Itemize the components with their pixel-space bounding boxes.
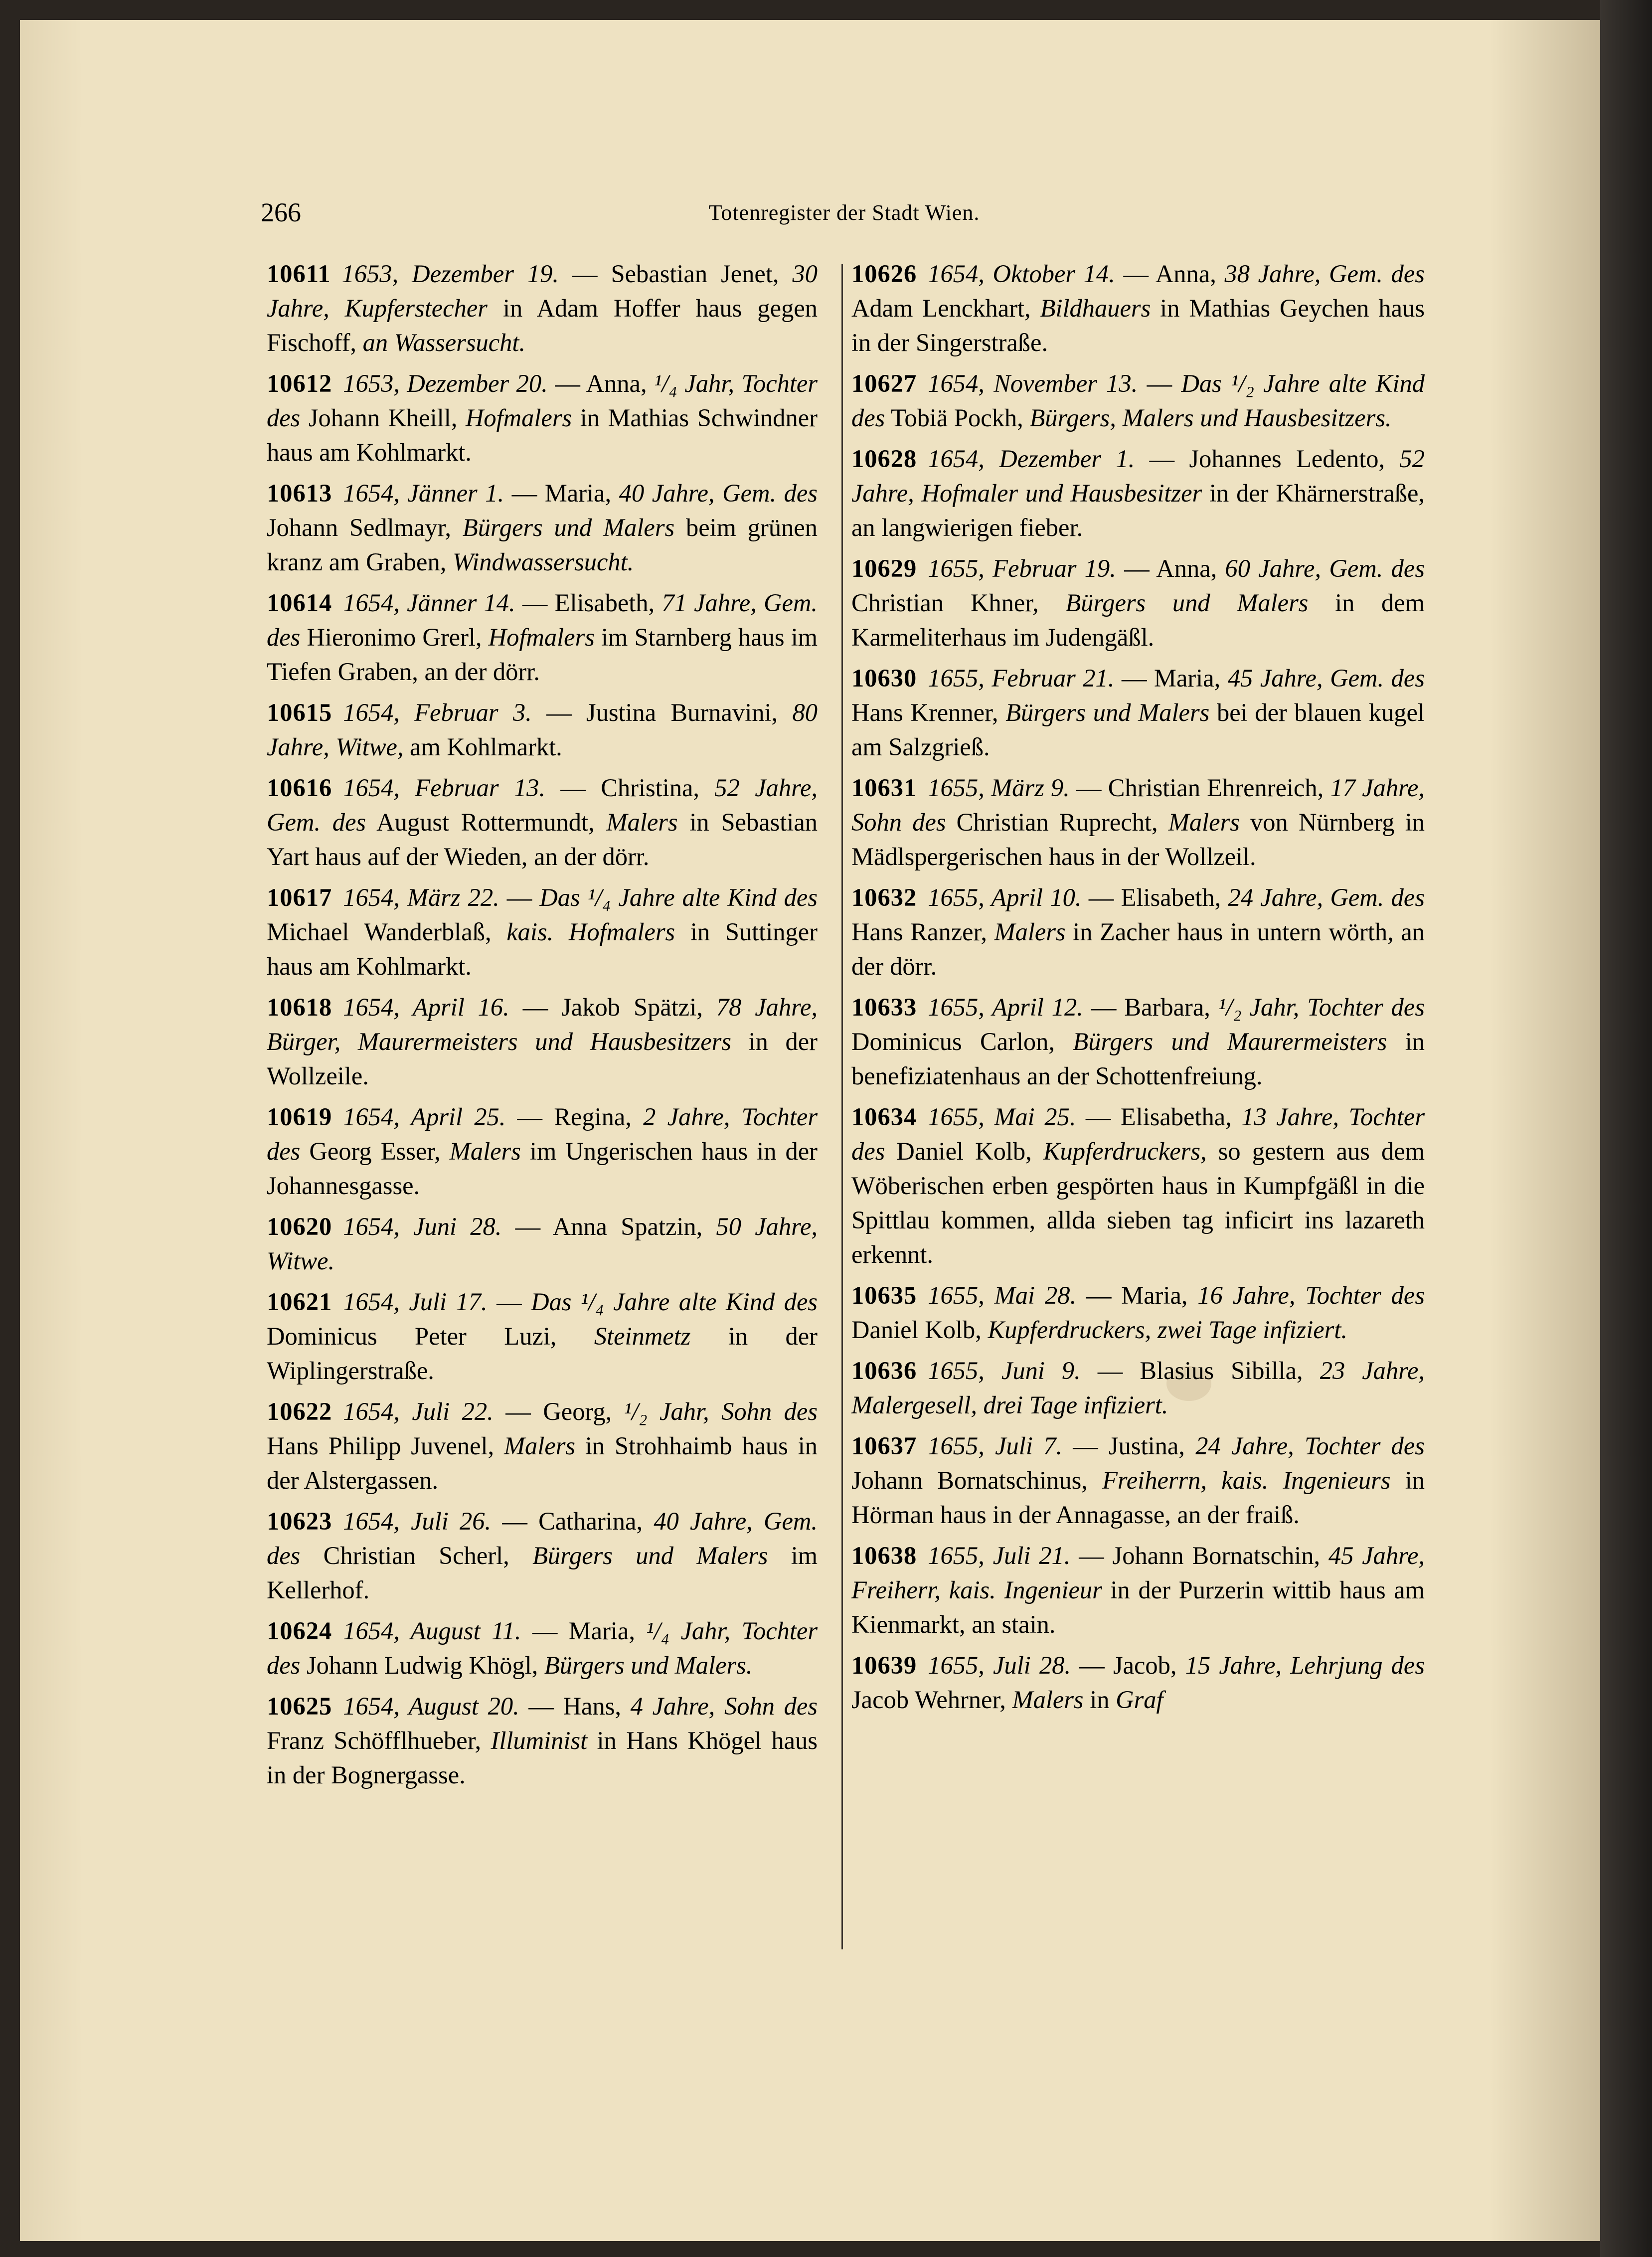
page-number: 266 <box>261 197 301 227</box>
entry-text: in Mathias Schwindner haus am Kohlmarkt. <box>267 404 818 466</box>
entry-text: — Christina, <box>545 774 715 802</box>
entry-text-italic: 1654, Dezember 1. <box>928 445 1135 473</box>
entry-number: 10611 <box>267 260 331 288</box>
entry-text-italic: 1655, März 9. <box>928 774 1070 802</box>
entry-text: — Elisabetha, <box>1076 1103 1242 1131</box>
register-entry <box>851 1648 1425 1717</box>
register-entry <box>267 1614 818 1683</box>
entry-text-italic: Malers <box>606 808 678 836</box>
entry-text-italic: an Wassersucht. <box>362 329 526 356</box>
entry-text-italic: ¹/₄ Jahr, Tochter des <box>267 1617 818 1679</box>
entry-text: — Anna, <box>1115 260 1225 288</box>
entry-text: Dominicus Peter Luzi, <box>267 1322 594 1350</box>
entry-text: im Kellerhof. <box>267 1542 818 1604</box>
entry-text-italic: 50 Jahre, Witwe. <box>267 1213 818 1275</box>
running-title: Totenregister der Stadt Wien. <box>708 200 980 225</box>
entry-text-italic: kais. Hofmalers <box>506 918 675 946</box>
entry-text: August Rottermundt, <box>366 808 607 836</box>
entry-number: 10614 <box>267 589 332 617</box>
entry-text: in <box>1083 1686 1116 1714</box>
register-entry <box>851 880 1425 984</box>
entry-text: in Sebastian Yart haus auf der Wieden, an der dörr. <box>267 808 818 870</box>
entry-text-italic: 1655, Februar 19. <box>928 554 1116 582</box>
entry-number: 10629 <box>851 554 917 582</box>
entry-text-italic: Bildhauers <box>1040 294 1151 322</box>
entry-text-italic: Malers <box>503 1432 576 1460</box>
entry-text: — <box>1138 369 1181 397</box>
entry-number: 10620 <box>267 1213 332 1240</box>
entry-text-italic: 1654, März 22. <box>343 883 499 911</box>
entry-text-italic: Bürgers und Malers <box>1065 589 1309 617</box>
register-entry <box>851 257 1425 360</box>
entry-text-italic: 1654, Juli 26. <box>343 1507 492 1535</box>
entry-text-italic: Steinmetz <box>594 1322 691 1350</box>
entry-text-italic: Bürgers und Maurermeisters <box>1073 1028 1387 1055</box>
entry-text-italic: 2 Jahre, Tochter des <box>267 1103 818 1165</box>
entry-text-italic: 1654, Juli 17. <box>343 1288 488 1316</box>
entry-number: 10619 <box>267 1103 332 1131</box>
register-entry <box>267 1285 818 1388</box>
entry-text-italic: Malers <box>994 918 1066 946</box>
entry-text: — Regina, <box>505 1103 644 1131</box>
entry-text-italic: 1654, April 16. <box>343 993 509 1021</box>
entry-text-italic: Kupferdruckers, zwei Tage infiziert. <box>988 1316 1347 1344</box>
entry-text: — Johannes Ledento, <box>1135 445 1400 473</box>
entry-text-italic: 38 Jahre, Gem. des <box>1224 260 1425 288</box>
entry-text: in der Wiplingerstraße. <box>267 1322 818 1385</box>
register-entry <box>267 695 818 764</box>
entry-text: in der Purzerin wittib haus am Kienmarkt, an stain. <box>851 1576 1425 1638</box>
register-entry <box>267 880 818 984</box>
entry-text: Daniel Kolb, <box>885 1137 1043 1165</box>
entry-text-italic: Malers <box>449 1137 521 1165</box>
register-entry <box>267 366 818 470</box>
entry-text: — Christian Ehrenreich, <box>1069 774 1330 802</box>
entry-text: im Starnberg haus im Tiefen Graben, an der dörr. <box>267 623 818 686</box>
entry-text: — Justina Burnavini, <box>531 698 793 726</box>
entry-text: Georg Esser, <box>300 1137 450 1165</box>
entry-text-italic: 1654, Juli 22. <box>343 1397 494 1425</box>
register-entry <box>267 1210 818 1278</box>
entry-text-italic: Das ¹/₄ Jahre alte Kind des <box>531 1288 818 1316</box>
register-entry <box>851 1100 1425 1272</box>
entry-number: 10627 <box>851 369 917 397</box>
entry-text: — Maria, <box>521 1617 647 1645</box>
entry-text: in Hans Khögel haus in der Bognergasse. <box>267 1727 818 1789</box>
entry-text: — Anna Spatzin, <box>501 1213 716 1240</box>
entry-text-italic: Windwassersucht. <box>452 548 634 576</box>
register-entry <box>267 476 818 579</box>
entry-text-italic: ¹/₂ Jahr, Sohn des <box>624 1397 818 1425</box>
register-entry <box>267 771 818 874</box>
register-entry <box>851 551 1425 655</box>
column-divider <box>841 264 843 1949</box>
entry-number: 10628 <box>851 445 917 473</box>
entry-text: in Strohhaimb haus in der Alstergassen. <box>267 1432 818 1494</box>
entry-text-italic: 24 Jahre, Gem. des <box>1228 883 1425 911</box>
entry-text: in Suttinger haus am Kohlmarkt. <box>267 918 818 980</box>
entry-text: Johann Ludwig Khögl, <box>300 1651 544 1679</box>
entry-text-italic: 1655, Juli 21. <box>928 1542 1071 1569</box>
entry-text-italic: 1653, Dezember 19. <box>341 260 559 288</box>
entry-text: — Maria, <box>504 479 619 507</box>
register-entry <box>851 1278 1425 1347</box>
entry-text: Johann Kheill, <box>300 404 466 432</box>
entry-text-italic: Freiherrn, kais. Ingenieurs <box>1102 1466 1391 1494</box>
entry-number: 10633 <box>851 993 917 1021</box>
entry-text: — Maria, <box>1076 1281 1198 1309</box>
entry-number: 10612 <box>267 369 332 397</box>
left-column <box>267 257 818 1799</box>
entry-text-italic: 1654, Oktober 14. <box>928 260 1115 288</box>
entry-text: beim grünen kranz am Graben, <box>267 514 818 576</box>
entry-text: — Elisabeth, <box>1081 883 1228 911</box>
entry-text: — Hans, <box>519 1692 631 1720</box>
entry-text-italic: 1654, Juni 28. <box>343 1213 502 1240</box>
entry-text-italic: 52 Jahre, Hofmaler und Hausbesitzer <box>851 445 1425 507</box>
entry-text: in Mathias Geychen haus in der Singerstraße. <box>851 294 1425 356</box>
entry-text: — Elisabeth, <box>515 589 662 617</box>
entry-text: — <box>499 883 540 911</box>
entry-text: Hans Krenner, <box>851 698 1006 726</box>
entry-text-italic: 13 Jahre, Tochter des <box>851 1103 1425 1165</box>
entry-text-italic: 15 Jahre, Lehrjung des <box>1185 1651 1425 1679</box>
entry-text-italic: 1655, April 12. <box>928 993 1083 1021</box>
entry-number: 10624 <box>267 1617 332 1645</box>
entry-text-italic: Bürgers und Malers <box>462 514 675 541</box>
entry-text-italic: ¹/₂ Jahr, Tochter des <box>1218 993 1425 1021</box>
entry-text-italic: 40 Jahre, Gem. des <box>619 479 818 507</box>
entry-text-italic: 1653, Dezember 20. <box>343 369 548 397</box>
entry-text: Michael Wanderblaß, <box>267 918 507 946</box>
register-entry <box>267 1689 818 1792</box>
entry-text: in der Khärnerstraße, an langwierigen fieber. <box>851 479 1425 541</box>
entry-text: — Johann Bornatschin, <box>1070 1542 1328 1569</box>
entry-text-italic: 1655, April 10. <box>928 883 1082 911</box>
entry-text: — <box>487 1288 531 1316</box>
entry-text-italic: 1654, Jänner 14. <box>343 589 515 617</box>
entry-text-italic: 1654, August 11. <box>343 1617 521 1645</box>
entry-text: Daniel Kolb, <box>851 1316 988 1344</box>
entry-text-italic: Bürgers, Malers und Hausbesitzers. <box>1029 404 1392 432</box>
entry-text-italic: 1655, Februar 21. <box>928 664 1115 692</box>
entry-number: 10631 <box>851 774 917 802</box>
entry-number: 10622 <box>267 1397 332 1425</box>
entry-text: — Catharina, <box>491 1507 654 1535</box>
entry-text-italic: 1654, November 13. <box>928 369 1138 397</box>
entry-text: — Anna, <box>547 369 655 397</box>
entry-text-italic: 23 Jahre, Malergesell, drei Tage infiziert. <box>851 1357 1425 1419</box>
entry-text-italic: Bürgers und Malers <box>1005 698 1210 726</box>
entry-text: in dem Karmeliterhaus im Judengäßl. <box>851 589 1425 651</box>
entry-text-italic: 4 Jahre, Sohn des <box>630 1692 818 1720</box>
entry-text-italic: 1655, Juni 9. <box>928 1357 1081 1385</box>
register-entry <box>851 366 1425 435</box>
entry-text-italic: 1654, Februar 3. <box>343 698 532 726</box>
entry-text: in benefiziatenhaus an der Schottenfreiung. <box>851 1028 1425 1090</box>
register-entry <box>851 661 1425 764</box>
register-entry <box>851 1539 1425 1642</box>
entry-text-italic: 24 Jahre, Tochter des <box>1195 1432 1425 1460</box>
entry-number: 10626 <box>851 260 917 288</box>
register-entry <box>851 1354 1425 1422</box>
book-spine <box>1600 0 1652 2257</box>
entry-text-italic: Illuminist <box>491 1727 588 1754</box>
entry-number: 10635 <box>851 1281 917 1309</box>
entry-text: Christian Scherl, <box>300 1542 533 1569</box>
entry-text-italic: 1655, Mai 28. <box>928 1281 1077 1309</box>
entry-text: Franz Schöfflhueber, <box>267 1727 491 1754</box>
entry-text-italic: 71 Jahre, Gem. des <box>267 589 818 651</box>
entry-text: am Kohlmarkt. <box>403 733 562 761</box>
register-entry <box>267 1394 818 1498</box>
register-entry <box>851 771 1425 874</box>
entry-text: — Jakob Spätzi, <box>509 993 716 1021</box>
entry-text: Jacob Wehrner, <box>851 1686 1012 1714</box>
register-entry <box>267 990 818 1093</box>
entry-text: — Blasius Sibilla, <box>1080 1357 1320 1385</box>
entry-text: bei der blauen kugel am Salzgrieß. <box>851 698 1425 761</box>
entry-text-italic: 30 Jahre, Kupferstecher <box>267 260 818 322</box>
entry-text-italic: ¹/₄ Jahr, Tochter des <box>267 369 818 432</box>
entry-number: 10634 <box>851 1103 917 1131</box>
entry-text-italic: Bürgers und Malers. <box>544 1651 753 1679</box>
entry-text-italic: Das ¹/₄ Jahre alte Kind des <box>539 883 818 911</box>
entry-number: 10638 <box>851 1542 917 1569</box>
entry-text-italic: Hofmalers <box>465 404 572 432</box>
entry-text-italic: Graf <box>1116 1686 1163 1714</box>
entry-text: in Hörman haus in der Annagasse, an der fraiß. <box>851 1466 1425 1529</box>
entry-number: 10621 <box>267 1288 332 1316</box>
entry-text: im Ungerischen haus in der Johannesgasse. <box>267 1137 818 1200</box>
entry-number: 10616 <box>267 774 332 802</box>
entry-text: — Georg, <box>493 1397 624 1425</box>
entry-text: Hans Philipp Juvenel, <box>267 1432 504 1460</box>
entry-text: Hans Ranzer, <box>851 918 994 946</box>
entry-text-italic: 17 Jahre, Sohn des <box>851 774 1425 836</box>
entry-text: — Justina, <box>1062 1432 1196 1460</box>
entry-text: in der Wollzeile. <box>267 1028 818 1090</box>
entry-text-italic: 78 Jahre, Bürger, Maurermeisters und Hausbesitzers <box>267 993 818 1055</box>
entry-text: von Nürnberg in Mädlspergerischen haus in der Wollzeil. <box>851 808 1425 870</box>
register-entry <box>267 1504 818 1607</box>
entry-text: — Sebastian Jenet, <box>559 260 793 288</box>
entry-text: Johann Bornatschinus, <box>851 1466 1103 1494</box>
entry-number: 10630 <box>851 664 917 692</box>
entry-text-italic: 45 Jahre, Freiherr, kais. Ingenieur <box>851 1542 1425 1604</box>
entry-text-italic: 1654, August 20. <box>343 1692 519 1720</box>
entry-text: Hieronimo Grerl, <box>300 623 489 651</box>
entry-text-italic: Hofmalers <box>488 623 595 651</box>
register-entry <box>267 586 818 689</box>
entry-number: 10625 <box>267 1692 332 1720</box>
entry-number: 10623 <box>267 1507 332 1535</box>
entry-text-italic: Kupferdruckers, <box>1043 1137 1207 1165</box>
entry-text-italic: 1654, Februar 13. <box>343 774 546 802</box>
entry-text-italic: 1655, Juli 7. <box>928 1432 1062 1460</box>
entry-number: 10637 <box>851 1432 917 1460</box>
entry-text: Dominicus Carlon, <box>851 1028 1073 1055</box>
entry-text: Johann Sedlmayr, <box>267 514 463 541</box>
entry-number: 10636 <box>851 1357 917 1385</box>
right-column <box>851 257 1425 1724</box>
entry-text-italic: Malers <box>1168 808 1240 836</box>
entry-text: in Zacher haus in untern wörth, an der dörr. <box>851 918 1425 980</box>
entry-text-italic: 1654, April 25. <box>343 1103 506 1131</box>
register-entry <box>851 442 1425 545</box>
entry-text: Christian Khner, <box>851 589 1066 617</box>
page-header <box>261 197 1428 237</box>
register-entry <box>267 257 818 360</box>
register-entry <box>267 1100 818 1203</box>
entry-text: — Maria, <box>1114 664 1228 692</box>
entry-text: Adam Lenckhart, <box>851 294 1040 322</box>
entry-text: — Barbara, <box>1083 993 1218 1021</box>
register-entry <box>851 990 1425 1093</box>
entry-text: in Adam Hoffer haus gegen Fischoff, <box>267 294 818 356</box>
entry-text-italic: Malers <box>1012 1686 1084 1714</box>
entry-number: 10615 <box>267 698 332 726</box>
entry-text: — Anna, <box>1116 554 1225 582</box>
entry-text-italic: 1655, Mai 25. <box>928 1103 1076 1131</box>
entry-text: — Jacob, <box>1071 1651 1185 1679</box>
entry-text-italic: 16 Jahre, Tochter des <box>1197 1281 1425 1309</box>
entry-number: 10618 <box>267 993 332 1021</box>
entry-text-italic: 80 Jahre, Witwe, <box>267 698 818 761</box>
entry-text-italic: 40 Jahre, Gem. des <box>267 1507 818 1569</box>
entry-text-italic: 1654, Jänner 1. <box>343 479 504 507</box>
entry-number: 10632 <box>851 883 917 911</box>
entry-text: Tobiä Pockh, <box>885 404 1030 432</box>
entry-text-italic: 1655, Juli 28. <box>928 1651 1071 1679</box>
entry-number: 10617 <box>267 883 332 911</box>
entry-text-italic: Bürgers und Malers <box>532 1542 768 1569</box>
entry-text-italic: 52 Jahre, Gem. des <box>267 774 818 836</box>
entry-number: 10613 <box>267 479 332 507</box>
entry-text: so gestern aus dem Wöberischen erben gespörten haus in Kumpfgäßl in die Spittlau kommen, allda sieben tag inficirt ins lazareth erkennt. <box>851 1137 1425 1268</box>
entry-number: 10639 <box>851 1651 917 1679</box>
register-entry <box>851 1429 1425 1532</box>
entry-text: Christian Ruprecht, <box>946 808 1168 836</box>
entry-text-italic: Das ¹/₂ Jahre alte Kind des <box>851 369 1425 432</box>
entry-text-italic: 60 Jahre, Gem. des <box>1225 554 1425 582</box>
entry-text-italic: 45 Jahre, Gem. des <box>1227 664 1425 692</box>
